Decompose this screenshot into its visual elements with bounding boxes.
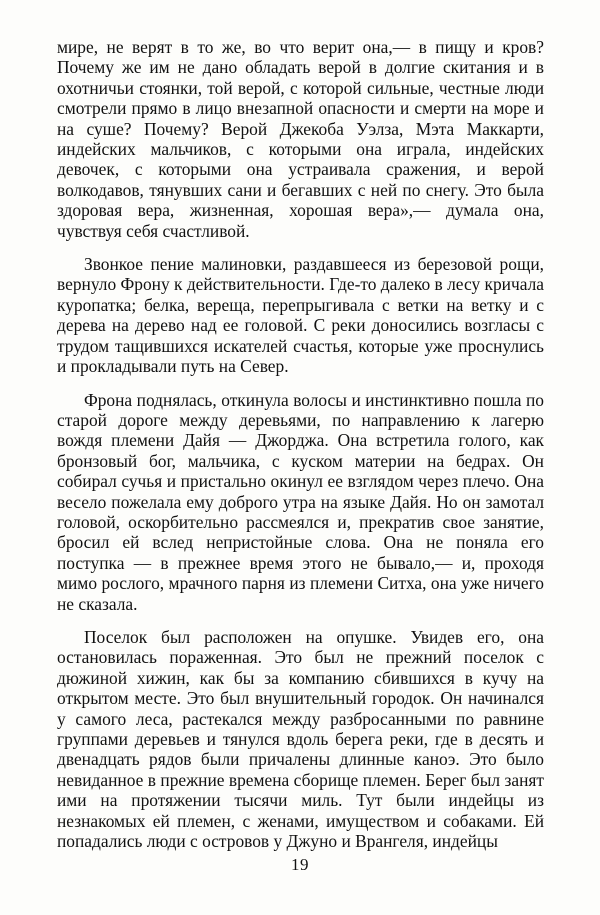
paragraph-3: Фрона поднялась, откинула волосы и инстинктивно пошла по старой дороге между деревьями, по направлению к лагерю вождя племени Дайя — Джорджа. Она встретила голого, как бронзовый бог, мальчика, с куском материи на бедрах. Он собирал сучья и пристально окинул ее взглядом через плечо. Она весело пожелала ему доброго утра на языке Дайя. Но он замотал головой, оскорбительно рассмеялся и, прекратив свое занятие, бросил ей вслед непристойные слова. Она не поняла его поступка — в прежнее время этого не бывало,— и, проходя мимо рослого, мрачного парня из племени Ситха, она уже ничего не сказала.	[57, 389, 544, 614]
page-number: 19	[291, 855, 309, 874]
paragraph-4: Поселок был расположен на опушке. Увидев его, она остановилась пораженная. Это был не прежний поселок с дюжиной хижин, как бы за компанию сбившихся в кучу на открытом месте. Это был внушительный городок. Он начинался у самого леса, растекался между разбросанными по равнине группами деревьев и тянулся вдоль берега реки, где в десять и двенадцать рядов были причалены длинные каноэ. Это было невиданное в прежние времена сборище племен. Берег был занят ими на протяжении тысячи миль. Тут были индейцы из незнакомых ей племен, с женами, имуществом и собаками. Ей попадались люди с островов у Джуно и Врангеля, индейцы	[57, 626, 544, 852]
paragraph-2: Звонкое пение малиновки, раздавшееся из березовой рощи, вернуло Фрону к действительности. Где-то далеко в лесу кричала куропатка; белка, вереща, перепрыгивала с ветки на ветку и с дерева на дерево над ее головой. С реки доносились возгласы с трудом тащившихся искателей счастья, которые уже проснулись и прокладывали путь на Север.	[57, 254, 544, 377]
body-text	[57, 37, 544, 864]
paragraph-1: мире, не верят в то же, во что верит она,— в пищу и кров? Почему же им не дано обладать верой в долгие скитания и в охотничьи стоянки, той верой, с которой сильные, честные люди смотрели прямо в лицо внезапной опасности и смерти на море и на суше? Почему? Верой Джекоба Уэлза, Мэта Маккарти, индейских мальчиков, с которыми она играла, индейских девочек, с которыми она устраивала сражения, и верой волкодавов, тянувших сани и бегавших с ней по снегу. Это была здоровая вера, жизненная, хорошая вера»,— думала она, чувствуя себя счастливой.	[57, 37, 544, 241]
